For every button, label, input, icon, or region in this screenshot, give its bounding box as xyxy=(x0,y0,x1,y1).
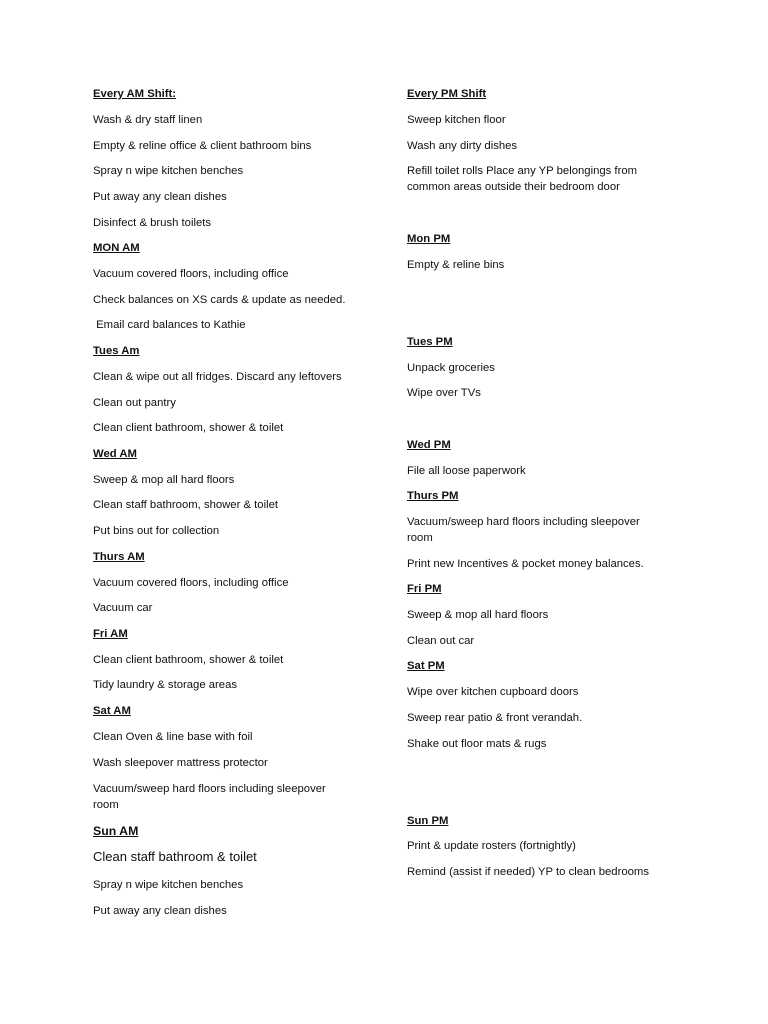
task-item: Spray n wipe kitchen benches xyxy=(93,879,244,891)
task-item: Spray n wipe kitchen benches xyxy=(93,165,244,177)
thu-am-heading: Thurs AM xyxy=(93,551,145,563)
task-item: Tidy laundry & storage areas xyxy=(93,679,238,691)
task-item: Sweep & mop all hard floors xyxy=(407,609,549,621)
task-item: Clean staff bathroom & toilet xyxy=(93,849,257,864)
every-am-heading: Every AM Shift: xyxy=(93,88,177,100)
thu-pm-heading: Thurs PM xyxy=(407,490,459,502)
sat-am-heading: Sat AM xyxy=(93,705,131,717)
task-item: Wash sleepover mattress protector xyxy=(93,757,268,769)
tue-pm-heading: Tues PM xyxy=(407,336,453,348)
task-item: Print & update rosters (fortnightly) xyxy=(407,840,576,852)
task-item: Clean Oven & line base with foil xyxy=(93,731,253,743)
task-item: Wipe over TVs xyxy=(407,387,481,399)
every-pm-heading: Every PM Shift xyxy=(407,88,487,100)
task-item: Clean staff bathroom, shower & toilet xyxy=(93,499,279,511)
task-item: Sweep rear patio & front verandah. xyxy=(407,712,583,724)
task-item: Disinfect & brush toilets xyxy=(93,217,212,229)
task-item: Remind (assist if needed) YP to clean bedrooms xyxy=(407,866,649,878)
task-item: Email card balances to Kathie xyxy=(93,319,246,331)
task-item: Sweep kitchen floor xyxy=(407,114,506,126)
task-item: Clean client bathroom, shower & toilet xyxy=(93,654,284,666)
task-item: Clean client bathroom, shower & toilet xyxy=(93,422,284,434)
sat-pm-heading: Sat PM xyxy=(407,660,445,672)
sun-pm-heading: Sun PM xyxy=(407,815,449,827)
task-item: Sweep & mop all hard floors xyxy=(93,474,235,486)
task-item: Check balances on XS cards & update as needed. xyxy=(93,294,346,306)
task-item: Clean out car xyxy=(407,635,475,647)
task-item: Vacuum covered floors, including office xyxy=(93,577,289,589)
task-item: Vacuum/sweep hard floors including sleepover room xyxy=(93,783,326,811)
task-item: Vacuum car xyxy=(93,602,153,614)
task-item: Unpack groceries xyxy=(407,362,495,374)
task-item: Vacuum covered floors, including office xyxy=(93,268,289,280)
task-item: Vacuum/sweep hard floors including sleepover room xyxy=(407,516,640,544)
fri-am-heading: Fri AM xyxy=(93,628,128,640)
task-item: Print new Incentives & pocket money balances. xyxy=(407,558,644,570)
task-item: Empty & reline bins xyxy=(407,259,505,271)
task-item: Put away any clean dishes xyxy=(93,191,227,203)
wed-pm-heading: Wed PM xyxy=(407,439,451,451)
task-item: Clean & wipe out all fridges. Discard any leftovers xyxy=(93,371,342,383)
fri-pm-heading: Fri PM xyxy=(407,583,442,595)
sun-am-heading: Sun AM xyxy=(93,824,139,838)
task-item: Empty & reline office & client bathroom bins xyxy=(93,140,312,152)
task-item: File all loose paperwork xyxy=(407,465,526,477)
mon-am-heading: MON AM xyxy=(93,242,140,254)
task-item: Shake out floor mats & rugs xyxy=(407,738,547,750)
task-item: Wash & dry staff linen xyxy=(93,114,203,126)
task-item: Wash any dirty dishes xyxy=(407,140,518,152)
task-item: Put away any clean dishes xyxy=(93,905,227,917)
mon-pm-heading: Mon PM xyxy=(407,233,451,245)
task-item: Put bins out for collection xyxy=(93,525,220,537)
tue-am-heading: Tues Am xyxy=(93,345,140,357)
task-item: Wipe over kitchen cupboard doors xyxy=(407,686,579,698)
task-item: Refill toilet rolls Place any YP belongings from common areas outside their bedroom door xyxy=(407,165,638,193)
wed-am-heading: Wed AM xyxy=(93,448,137,460)
task-item: Clean out pantry xyxy=(93,397,176,409)
